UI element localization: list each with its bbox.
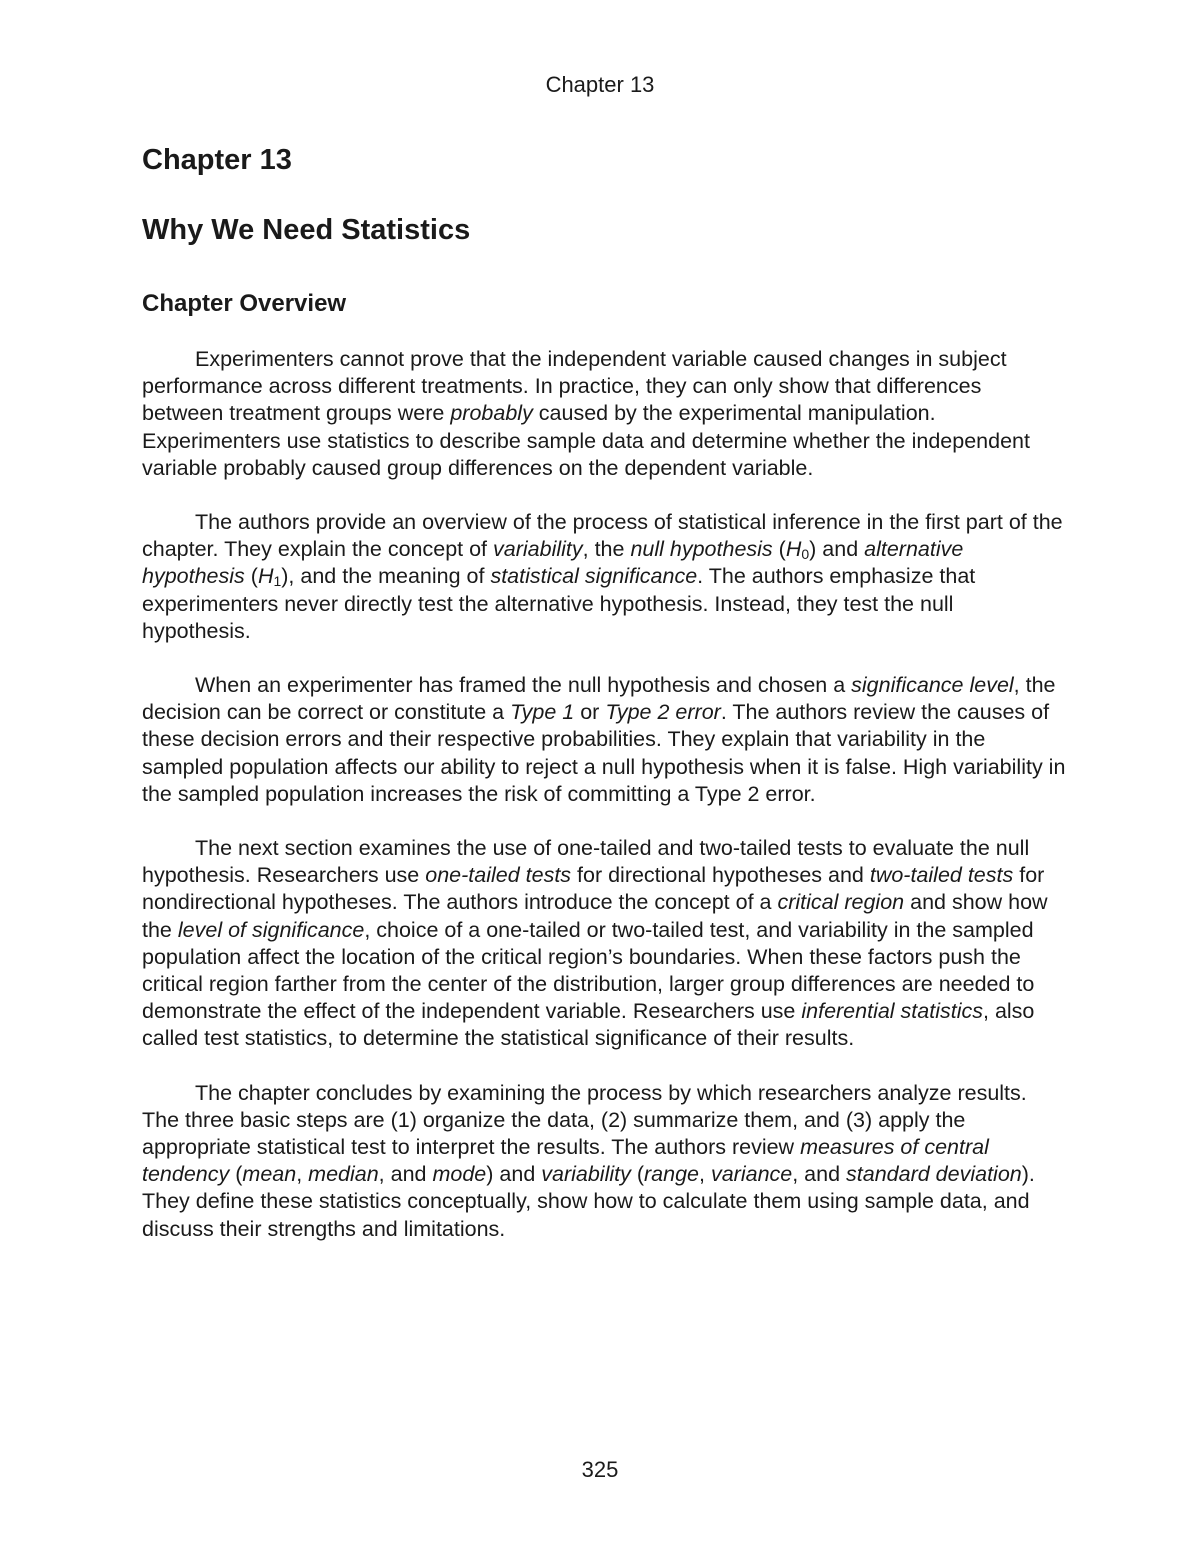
- text-run: (: [630, 1162, 645, 1187]
- text-run: . The authors review the causes of these decision errors and their respective probabilities. They explain that variability in the sampled population affects our ability to reject a null hypothesis when it is false. High variability in the sampled population increases the risk of committing a Type 2 error.: [142, 700, 1066, 806]
- text-run: or: [574, 700, 606, 725]
- italic-run: inferential statistics: [801, 999, 983, 1024]
- text-run: for nondirectional hypotheses. The authors introduce the concept of a: [142, 863, 1045, 915]
- italic-run: two-tailed tests: [869, 863, 1014, 888]
- subscript-run: 0: [801, 546, 810, 563]
- italic-run: Type 2 error: [605, 700, 721, 725]
- italic-run: statistical significance: [490, 564, 698, 589]
- text-run: The next section examines the use of one-tailed and two-tailed tests to evaluate the null hypothesis. Researchers use: [142, 836, 1030, 888]
- italic-run: variability: [493, 537, 583, 562]
- text-run: ), and the meaning of: [281, 564, 491, 589]
- page-body: [142, 140, 1067, 1243]
- italic-run: level of significance: [177, 917, 365, 942]
- text-run: The authors provide an overview of the process of statistical inference in the first part of the chapter. They explain the concept of: [142, 510, 1063, 562]
- italic-run: alternative hypothesis: [142, 537, 964, 589]
- chapter-title: Why We Need Statistics: [142, 214, 471, 246]
- italic-run: null hypothesis: [630, 537, 773, 562]
- italic-run: mean: [242, 1162, 297, 1187]
- italic-run: Type 1: [510, 700, 575, 725]
- italic-run: H: [785, 537, 802, 562]
- text-run: for directional hypotheses and: [571, 863, 870, 888]
- text-run: ,: [296, 1162, 309, 1187]
- italic-run: variance: [710, 1162, 793, 1187]
- page-number: 325: [581, 1457, 619, 1482]
- text-run: . The authors emphasize that experimenters never directly test the alternative hypothesis. Instead, they test the null hypothesis.: [142, 564, 976, 643]
- italic-run: significance level: [851, 673, 1014, 698]
- chapter-number-heading: Chapter 13: [142, 144, 292, 176]
- text-run: (: [229, 1162, 243, 1187]
- italic-run: median: [308, 1162, 379, 1187]
- italic-run: measures of central tendency: [142, 1135, 989, 1187]
- section-heading-overview: Chapter Overview: [142, 290, 347, 317]
- italic-run: probably: [450, 401, 533, 426]
- overview-paragraph: [142, 1080, 1067, 1243]
- italic-run: standard deviation: [846, 1162, 1022, 1187]
- text-run: , the decision can be correct or constitute a: [142, 673, 1056, 725]
- text-run: , the: [582, 537, 631, 562]
- text-run: (: [244, 564, 258, 589]
- text-run: , and: [378, 1162, 433, 1187]
- text-run: ,: [699, 1162, 711, 1187]
- italic-run: range: [644, 1162, 700, 1187]
- subscript-run: 1: [273, 573, 282, 590]
- text-run: ). They define these statistics conceptually, show how to calculate them using sample data, and discuss their strengths and limitations.: [142, 1162, 1035, 1241]
- overview-paragraph: [142, 509, 1067, 645]
- text-run: ) and: [809, 537, 865, 562]
- text-run: (: [772, 537, 786, 562]
- italic-run: variability: [541, 1162, 631, 1187]
- text-run: , also called test statistics, to determine the statistical significance of their results.: [142, 999, 1035, 1051]
- italic-run: critical region: [777, 890, 905, 915]
- text-run: ) and: [486, 1162, 542, 1187]
- italic-run: H: [257, 564, 274, 589]
- text-run: , and: [792, 1162, 847, 1187]
- text-run: The chapter concludes by examining the process by which researchers analyze results. The three basic steps are (1) organize the data, (2) summarize them, and (3) apply the appropriate statistical test to interpret the results. The authors review: [142, 1080, 1027, 1160]
- italic-run: mode: [432, 1162, 487, 1187]
- overview-paragraph: [142, 672, 1067, 808]
- text-run: , choice of a one-tailed or two-tailed test, and variability in the sampled population affect the location of the critical region’s boundaries. When these factors push the critical region farther from the center of the distribution, larger group differences are needed to demonstrate the effect of the independent variable. Researchers use: [142, 917, 1035, 1024]
- text-run: caused by the experimental manipulation. Experimenters use statistics to describe sample data and determine whether the independent variable probably caused group differences on the dependent variable.: [142, 401, 1030, 480]
- text-run: and show how the: [142, 890, 1048, 942]
- text-run: Experimenters cannot prove that the independent variable caused changes in subject performance across different treatments. In practice, they can only show that differences between treatment groups were: [142, 347, 1007, 426]
- text-run: When an experimenter has framed the null hypothesis and chosen a: [195, 673, 852, 698]
- running-header: Chapter 13: [545, 72, 655, 97]
- overview-paragraph: [142, 346, 1067, 482]
- overview-paragraph: [142, 835, 1067, 1053]
- italic-run: one-tailed tests: [425, 863, 572, 888]
